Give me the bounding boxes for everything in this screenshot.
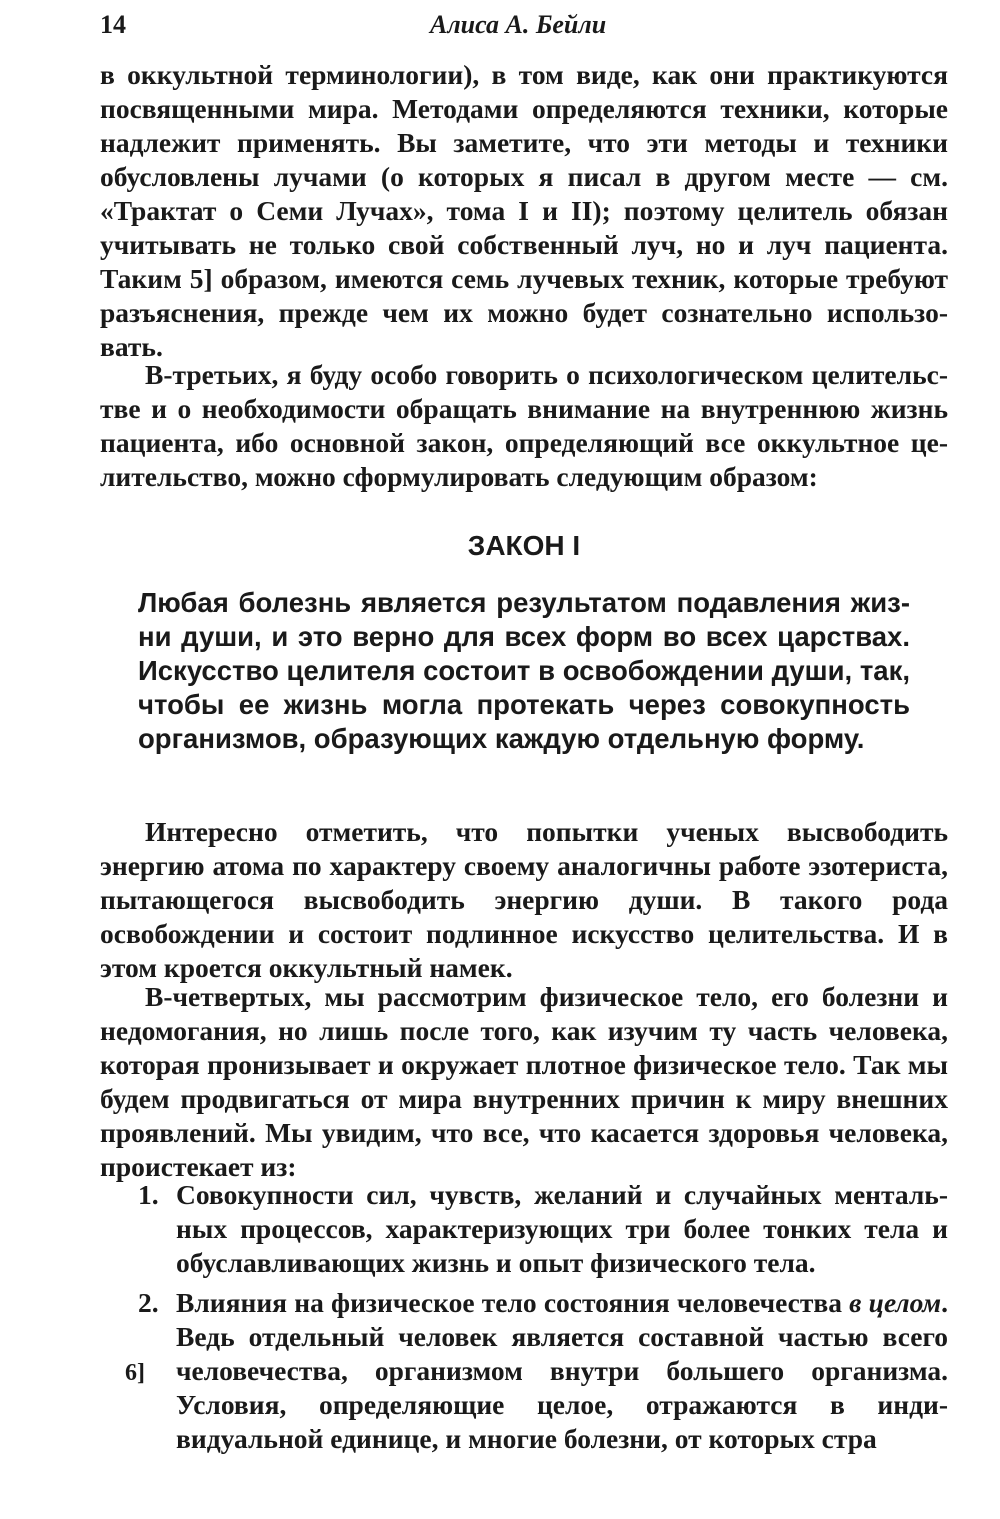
numbered-list <box>100 1178 948 1462</box>
paragraph-third: В-третьих, я буду особо говорить о психологическом целительстве и о необходимости обращать внимание на внутреннюю жизнь пациента, ибо основной закон, определяющий все оккультное целительство, можно сформулировать следующим образом: <box>100 359 948 492</box>
list-item-text: Совокупности сил, чувств, желаний и случайных ментальных процессов, характеризующих три более тонких тела и обуславливающих жизнь и опыт физического тела. <box>176 1179 948 1278</box>
list-item <box>100 1286 948 1456</box>
law-text: Любая болезнь является результатом подавления жизни души, и это верно для всех форм во всех царствах. Искусство целителя состоит в освобождении души, так, чтобы ее жизнь могла протекать через совокупность организмов, образующих каждую отдельную форму. <box>138 587 910 754</box>
list-item <box>100 1178 948 1280</box>
paragraph-interest: Интересно отметить, что попытки ученых высвободить энергию атома по характеру своему аналогичны работе эзотериста, пытающегося высвободить энергию души. В такого рода освобождении и состоит подлинное искусство целительства. И в этом кроется оккультный намек. <box>100 816 948 983</box>
list-item-text-after: . Ведь отдельный человек является составной частью всего человечества, организмом внутри большего организма. Условия, определяющие целое, отражаются в индивидуальной единице, и многие болезни, от которых стра <box>176 1287 948 1454</box>
law-title: ЗАКОН I <box>467 530 581 561</box>
margin-page-reference: 6] <box>125 1360 145 1386</box>
running-head: Алиса А. Бейли <box>430 10 607 39</box>
list-item-text-italic: в целом <box>849 1287 942 1318</box>
paragraph-fourth: В-четвертых, мы рассмотрим физическое тело, его болезни и недомогания, но лишь после того, как изучим ту часть человека, которая пронизывает и окружает плотное физическое тело. Так мы будем продвигаться от мира внутренних причин к миру внешних проявлений. Мы увидим, что все, что касается здоровья человека, проистекает из: <box>100 981 948 1182</box>
page-number: 14 <box>100 10 126 39</box>
paragraph-continuation: в оккультной терминологии), в том виде, как они практикуются посвященными мира. Методами определяются техники, которые надлежит применять. Вы заметите, что эти методы и техники обусловлены лучами (о которых я писал в другом месте — см. «Трактат о Семи Лучах», тома I и II); поэтому целитель обязан учитывать не только свой собственный луч, но и луч пациента. Таким 5] образом, имеются семь лучевых техник, которые требуют разъяснения, прежде чем их можно будет сознательно использовать. <box>100 59 948 362</box>
list-number: 2. <box>138 1287 159 1318</box>
list-item-text-before: Влияния на физическое тело состояния человечества <box>176 1287 850 1318</box>
list-number: 1. <box>138 1179 159 1210</box>
page-header <box>100 10 980 50</box>
